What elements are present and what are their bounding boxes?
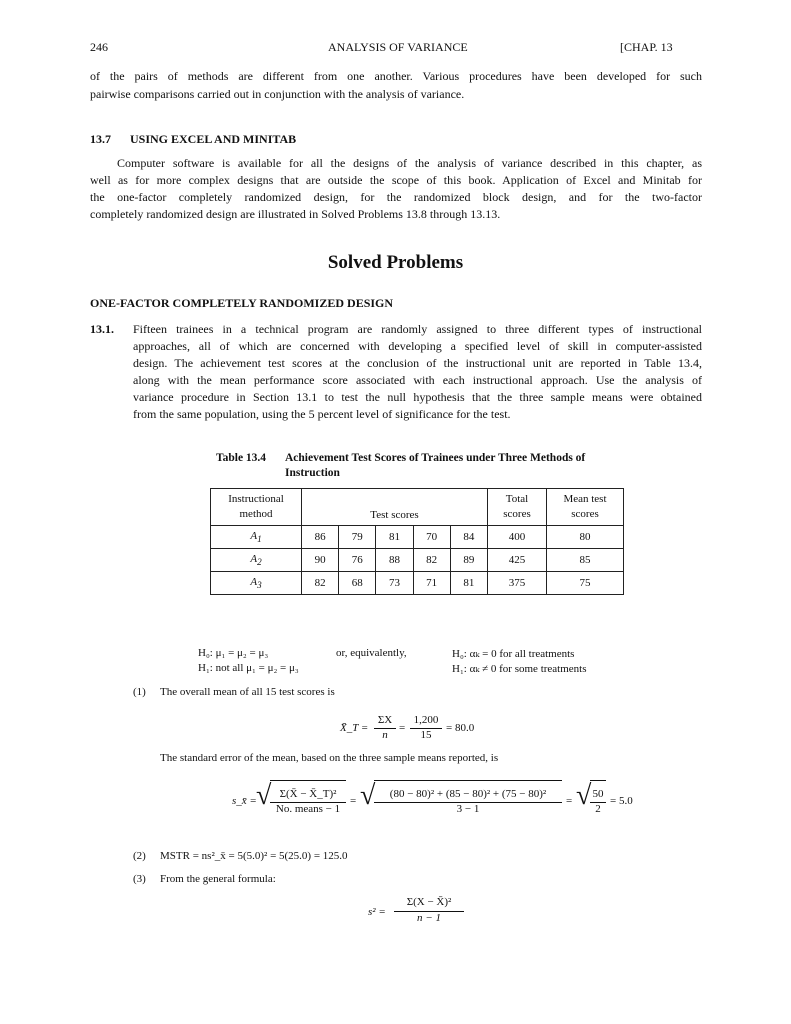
score-cell: 90	[302, 549, 339, 572]
header-test-scores: Test scores	[302, 489, 488, 526]
table-caption-line-2: Instruction	[285, 467, 340, 479]
total-cell: 425	[488, 549, 547, 572]
intro-line-1: of the pairs of methods are different from one another. Various procedures have been developed for such	[90, 69, 702, 83]
h1-left: H₁: not all μ₁ = μ₂ = μ₃	[198, 662, 299, 674]
eq3-denominator: n − 1	[417, 912, 441, 924]
score-cell: 82	[302, 572, 339, 595]
score-cell: 86	[302, 526, 339, 549]
score-cell: 81	[376, 526, 413, 549]
eq1-denominator-2: 15	[420, 729, 432, 741]
table-label: Table 13.4	[216, 452, 267, 464]
step-1-number: (1)	[133, 686, 146, 698]
header-method-line-1: Instructional	[228, 493, 284, 505]
problem-line-1: Fifteen trainees in a technical program are randomly assigned to three different types of instructional	[133, 322, 702, 336]
running-title: ANALYSIS OF VARIANCE	[328, 40, 468, 54]
eq2-result: = 5.0	[610, 795, 633, 807]
score-cell: 89	[450, 549, 487, 572]
eq2-denominator-2: 3 − 1	[456, 803, 480, 815]
eq3-numerator: Σ(X − X̄)²	[406, 896, 452, 908]
table-header-row	[211, 489, 624, 526]
eq1-numerator-1: ΣX	[377, 714, 393, 726]
step-2-text: MSTR = ns²_x̄ = 5(5.0)² = 5(25.0) = 125.0	[160, 850, 348, 862]
method-letter: A	[250, 575, 258, 588]
table-caption-line-1: Achievement Test Scores of Trainees under Three Methods of	[285, 452, 586, 464]
eq1-lhs: X̄_T =	[340, 722, 369, 734]
table-row	[211, 549, 624, 572]
method-subscript: 3	[257, 580, 262, 591]
total-cell: 375	[488, 572, 547, 595]
design-subheading: ONE-FACTOR COMPLETELY RANDOMIZED DESIGN	[90, 296, 394, 310]
header-total-line-2: scores	[503, 508, 531, 520]
table-row	[211, 526, 624, 549]
problem-line-3: design. The achievement test scores at the conclusion of the instructional unit are reported in Table 13.4,	[133, 356, 702, 370]
problem-line-6: from the same population, using the 5 percent level of significance for the test.	[133, 407, 511, 421]
score-cell: 88	[376, 549, 413, 572]
problem-line-4: along with the mean performance score associated with each instructional approach. Use the analysis of	[133, 373, 702, 387]
problem-line-5: variance procedure in Section 13.1 to test the null hypothesis that the three sample means were obtained	[133, 390, 702, 404]
eq3-lhs: s² =	[368, 906, 386, 918]
page-number: 246	[90, 40, 108, 54]
header-mean	[547, 489, 624, 526]
h0-left: H₀: μ₁ = μ₂ = μ₃	[198, 647, 269, 659]
scores-table	[210, 488, 624, 595]
method-letter: A	[250, 529, 258, 542]
sqrt-symbol-1: √	[256, 780, 272, 811]
score-cell: 70	[413, 526, 450, 549]
header-mean-line-1: Mean test	[563, 493, 607, 505]
header-total	[488, 489, 547, 526]
eq1-denominator-1: n	[382, 729, 388, 741]
h0-right: H₀: αₖ = 0 for all treatments	[452, 648, 575, 660]
standard-error-text: The standard error of the mean, based on the three sample means reported, is	[160, 752, 499, 764]
step-3-text: From the general formula:	[160, 873, 276, 885]
sqrt-symbol-3: √	[576, 780, 592, 811]
row-method	[211, 526, 302, 549]
intro-line-2: pairwise comparisons carried out in conjunction with the analysis of variance.	[90, 87, 465, 101]
header-method	[211, 489, 302, 526]
eq2-numerator-2: (80 − 80)² + (85 − 80)² + (75 − 80)²	[389, 788, 547, 800]
row-method	[211, 572, 302, 595]
table-row	[211, 572, 624, 595]
score-cell: 81	[450, 572, 487, 595]
problem-number: 13.1.	[90, 322, 114, 336]
step-3-number: (3)	[133, 873, 146, 885]
score-cell: 73	[376, 572, 413, 595]
eq2-denominator-3: 2	[595, 803, 601, 815]
method-subscript: 2	[257, 557, 262, 568]
h1-right: H₁: αₖ ≠ 0 for some treatments	[452, 663, 587, 675]
header-total-line-1: Total	[505, 493, 529, 505]
header-method-line-2: method	[239, 508, 273, 520]
chapter-label: [CHAP. 13	[620, 40, 673, 54]
section-line-3: the one-factor completely randomized design, for the randomized block design, and for the two-factor	[90, 190, 702, 204]
score-cell: 71	[413, 572, 450, 595]
sqrt-symbol-2: √	[360, 780, 376, 811]
header-mean-line-2: scores	[571, 508, 599, 520]
eq1-result: = 80.0	[446, 722, 475, 734]
method-letter: A	[250, 552, 258, 565]
score-cell: 76	[339, 549, 376, 572]
section-number: 13.7	[90, 132, 111, 146]
method-subscript: 1	[257, 534, 262, 545]
step-1-text: The overall mean of all 15 test scores is	[160, 686, 335, 698]
score-cell: 82	[413, 549, 450, 572]
hypotheses-equivalently: or, equivalently,	[336, 647, 407, 659]
row-method	[211, 549, 302, 572]
mean-cell: 85	[547, 549, 624, 572]
eq2-numerator-3: 50	[592, 788, 604, 800]
step-2-number: (2)	[133, 850, 146, 862]
mean-cell: 75	[547, 572, 624, 595]
eq2-lhs: s_x̄ =	[232, 795, 257, 807]
mean-cell: 80	[547, 526, 624, 549]
eq1-numerator-2: 1,200	[413, 714, 439, 726]
section-line-2: well as for more complex designs that are outside the scope of this book. Application of Excel and Minitab for	[90, 173, 702, 187]
score-cell: 84	[450, 526, 487, 549]
problem-line-2: approaches, all of which are concerned with developing a specified level of skill in computer-assisted	[133, 339, 702, 353]
solved-problems-title: Solved Problems	[327, 252, 464, 273]
score-cell: 68	[339, 572, 376, 595]
section-line-4: completely randomized design are illustrated in Solved Problems 13.8 through 13.13.	[90, 207, 501, 221]
score-cell: 79	[339, 526, 376, 549]
total-cell: 400	[488, 526, 547, 549]
section-line-1: Computer software is available for all the designs of the analysis of variance described in this chapter, as	[117, 156, 702, 170]
section-title: USING EXCEL AND MINITAB	[130, 132, 297, 146]
eq2-denominator-1: No. means − 1	[275, 803, 341, 815]
eq2-numerator-1: Σ(X̄ − X̄_T)²	[279, 788, 337, 800]
